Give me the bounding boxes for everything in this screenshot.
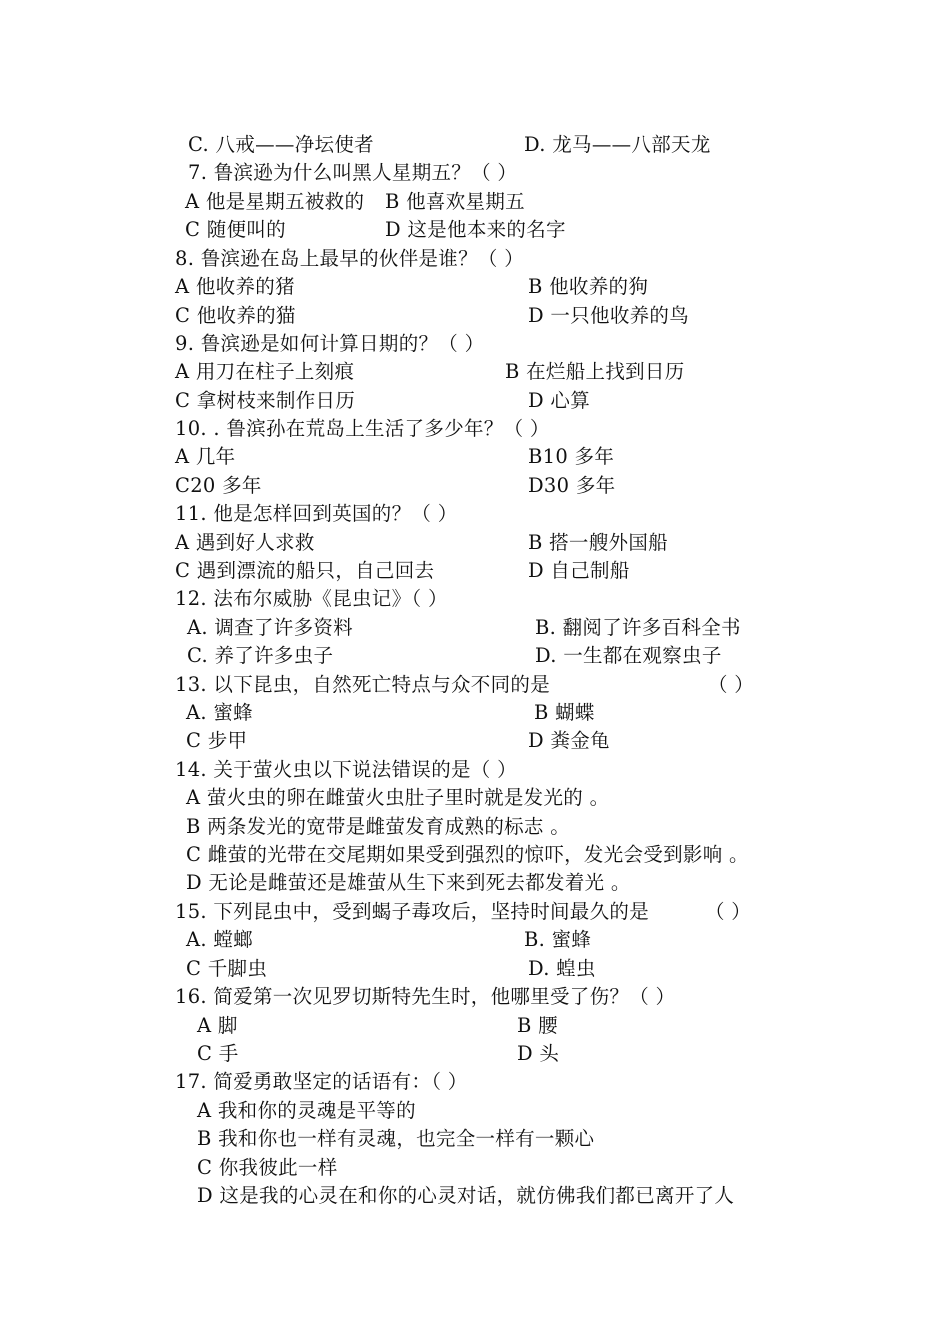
q15-question-row	[175, 898, 752, 926]
q12-options-row-2	[187, 642, 722, 670]
q15-option-b: B. 蜜蜂	[524, 928, 592, 951]
q9-option-b: B 在烂船上找到日历	[505, 360, 685, 383]
q12-question: 12. 法布尔威胁《昆虫记》（ ）	[175, 587, 448, 610]
q12-option-b: B. 翻阅了许多百科全书	[535, 616, 741, 639]
q14-question: 14. 关于萤火虫以下说法错误的是（ ）	[175, 758, 517, 781]
q8-option-d: D 一只他收养的鸟	[528, 304, 690, 327]
q6-option-c: C. 八戒——净坛使者	[188, 133, 374, 156]
q17-option-d: D 这是我的心灵在和你的心灵对话，就仿佛我们都已离开了人	[197, 1184, 735, 1207]
q10-option-d: D30 多年	[528, 474, 616, 497]
q16-question: 16. 简爱第一次见罗切斯特先生时，他哪里受了伤？（ ）	[175, 985, 676, 1008]
q13-options-row-2	[186, 727, 610, 755]
q11-options-row-2	[175, 557, 630, 585]
q15-answer-bracket: （ ）	[705, 900, 752, 923]
q15-option-c: C 千脚虫	[186, 957, 268, 980]
q9-question: 9. 鲁滨逊是如何计算日期的？（ ）	[175, 332, 485, 355]
q16-option-c: C 手	[197, 1042, 239, 1065]
q7-option-a: A 他是星期五被救的	[185, 190, 365, 213]
q7-options-row-2	[185, 216, 566, 244]
q15-option-d: D. 蝗虫	[528, 957, 596, 980]
q15-options-row-1	[186, 926, 592, 954]
q10-options-row-1	[175, 443, 615, 471]
q12-options-row-1	[187, 614, 741, 642]
q7-question: 7. 鲁滨逊为什么叫黑人星期五？（ ）	[188, 161, 518, 184]
q10-options-row-2	[175, 472, 616, 500]
q17-option-c: C 你我彼此一样	[197, 1156, 338, 1179]
q16-options-row-2	[197, 1040, 560, 1068]
q6-option-d: D. 龙马——八部天龙	[524, 133, 711, 156]
q16-option-b: B 腰	[517, 1014, 558, 1037]
q8-question: 8. 鲁滨逊在岛上最早的伙伴是谁？（ ）	[175, 247, 525, 270]
q13-options-row-1	[186, 699, 595, 727]
q12-option-d: D. 一生都在观察虫子	[535, 644, 722, 667]
q14-option-b: B 两条发光的宽带是雌萤发育成熟的标志 。	[186, 815, 571, 838]
q9-option-d: D 心算	[528, 389, 591, 412]
q13-question-row	[175, 671, 755, 699]
q17-option-b: B 我和你也一样有灵魂，也完全一样有一颗心	[197, 1127, 595, 1150]
q11-option-a: A 遇到好人求救	[175, 531, 315, 554]
q13-question: 13. 以下昆虫，自然死亡特点与众不同的是	[175, 673, 551, 696]
q13-answer-bracket: （ ）	[708, 673, 755, 696]
q10-question: 10. . 鲁滨孙在荒岛上生活了多少年？（ ）	[175, 417, 550, 440]
q13-option-b: B 蝴蝶	[534, 701, 595, 724]
q16-option-a: A 脚	[197, 1014, 238, 1037]
q17-option-a: A 我和你的灵魂是平等的	[197, 1099, 416, 1122]
q15-option-a: A. 螳螂	[186, 928, 253, 951]
q12-option-c: C. 养了许多虫子	[187, 644, 334, 667]
q13-option-c: C 步甲	[186, 729, 248, 752]
q8-option-c: C 他收养的猫	[175, 304, 296, 327]
q14-option-c: C 雌萤的光带在交尾期如果受到强烈的惊吓，发光会受到影响 。	[186, 843, 749, 866]
q13-option-d: D 粪金龟	[528, 729, 610, 752]
q11-options-row-1	[175, 529, 668, 557]
q11-option-d: D 自己制船	[528, 559, 630, 582]
q15-question: 15. 下列昆虫中，受到蝎子毒攻后，坚持时间最久的是	[175, 900, 650, 923]
q10-option-a: A 几年	[175, 445, 236, 468]
q9-option-a: A 用刀在柱子上刻痕	[175, 360, 355, 383]
q15-options-row-2	[186, 955, 596, 983]
q11-question: 11. 他是怎样回到英国的？（ ）	[175, 502, 458, 525]
q12-option-a: A. 调查了许多资料	[187, 616, 353, 639]
q6-options-row	[188, 131, 711, 159]
q9-options-row-2	[175, 387, 591, 415]
q9-options-row-1	[175, 358, 685, 386]
q14-option-d: D 无论是雌萤还是雄萤从生下来到死去都发着光 。	[186, 871, 631, 894]
q17-question: 17. 简爱勇敢坚定的话语有：（ ）	[175, 1070, 468, 1093]
q13-option-a: A. 蜜蜂	[186, 701, 253, 724]
q7-option-d: D 这是他本来的名字	[385, 218, 566, 241]
q14-option-a: A 萤火虫的卵在雌萤火虫肚子里时就是发光的 。	[186, 786, 610, 809]
q7-option-c: C 随便叫的	[185, 218, 286, 241]
q16-option-d: D 头	[517, 1042, 560, 1065]
q8-option-a: A 他收养的猪	[175, 275, 295, 298]
q9-option-c: C 拿树枝来制作日历	[175, 389, 356, 412]
q11-option-c: C 遇到漂流的船只，自己回去	[175, 559, 435, 582]
q7-options-row-1	[185, 188, 525, 216]
q16-options-row-1	[197, 1012, 558, 1040]
q10-option-c: C20 多年	[175, 474, 262, 497]
q8-options-row-2	[175, 302, 690, 330]
q7-option-b: B 他喜欢星期五	[385, 190, 525, 213]
q11-option-b: B 搭一艘外国船	[528, 531, 668, 554]
q8-option-b: B 他收养的狗	[528, 275, 649, 298]
q10-option-b: B10 多年	[528, 445, 615, 468]
q8-options-row-1	[175, 273, 649, 301]
